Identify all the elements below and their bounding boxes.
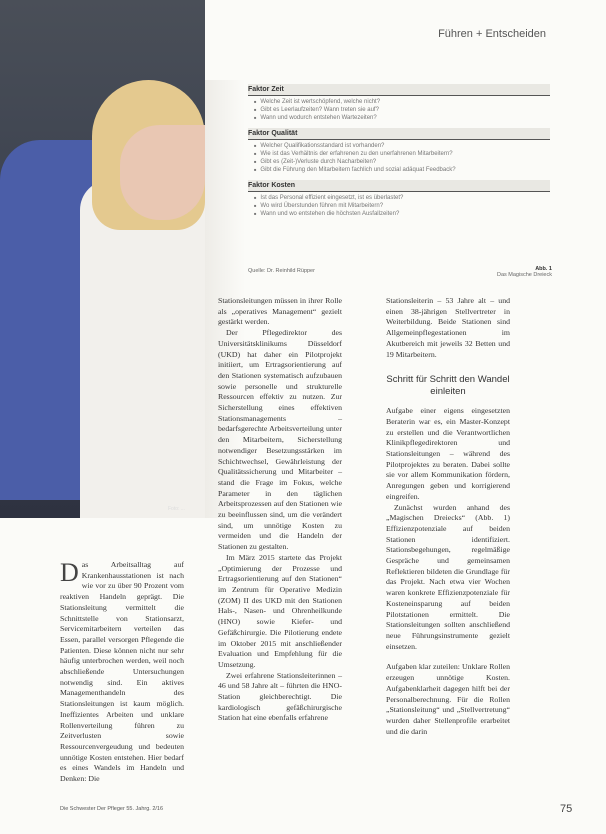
- factor-time: [248, 84, 550, 122]
- factor-box: [248, 84, 550, 224]
- factor-item: ■ Wann und wo entstehen die höchsten Ausfallzeiten?: [254, 210, 550, 218]
- paragraph: Stationsleitungen müssen in ihrer Rolle als „operatives Management“ gezielt gestärkt werden.: [218, 296, 342, 327]
- nurse-face: [120, 125, 205, 220]
- factor-item: ■ Wann und wodurch entstehen Wartezeiten?: [254, 114, 550, 122]
- factor-item: ■ Welcher Qualifikationsstandard ist vorhanden?: [254, 142, 550, 150]
- factor-costs: [248, 180, 550, 218]
- journal-footer: Die Schwester Der Pfleger 55. Jahrg. 2/16: [60, 806, 164, 812]
- article-column-3: [386, 296, 510, 737]
- figure-label: Abb. 1: [535, 266, 552, 272]
- factor-item: ■ Ist das Personal effizient eingesetzt, ist es überlastet?: [254, 194, 550, 202]
- paragraph: Aufgabe einer eigens eingesetzten Beraterin war es, ein Master-Konzept zu erstellen und die Verantwortlichen Klinikpflegedirektoren und Stationsleitungen – während des Pilotprojektes zu beraten. Dabei sollte sie vor allem Kommunikation fördern, Anregungen geben und korrigierend eingreifen.: [386, 406, 510, 501]
- figure-caption-text: Das Magische Dreieck: [496, 272, 552, 278]
- paragraph: Stationsleiterin – 53 Jahre alt – und einen 38-jährigen Stellvertreter in Weiterbildung. Beide Stationen sind Allgemeinpflegestationen im Akutbereich mit jeweils 32 Betten und 19 Mitarbeitern.: [386, 296, 510, 359]
- nurses-photo: [0, 0, 205, 518]
- page-number: 75: [560, 803, 573, 815]
- factor-item: ■ Wie ist das Verhältnis der erfahrenen zu den unerfahrenen Mitarbeitern?: [254, 150, 550, 158]
- factor-quality: [248, 128, 550, 174]
- paragraph: Zwei erfahrene Stationsleiterinnen – 46 und 58 Jahre alt – führten die HNO-Station gleichberechtigt. Die kardiologisch gefäßchirurgische Station hat eine ebenfalls erfahrene: [218, 670, 342, 723]
- factor-item: ■ Welche Zeit ist wertschöpfend, welche nicht?: [254, 98, 550, 106]
- paragraph: Im März 2015 startete das Projekt „Optimierung der Prozesse und Ertragsorientierung auf den Stationen“ im Zentrum für Operative Medizin (ZOM) II des UKD mit den Stationen Hals-, Nasen- und Ohrenheilkunde (HNO) sowie Kiefer- und Gefäßchirurgie. Die Pilotierung endete im Oktober 2015 mit anschließender Evaluation und Empfehlung für die Umsetzung.: [218, 552, 342, 669]
- paragraph: as Arbeitsalltag auf Krankenhausstationen ist nach wie vor zu über 90 Prozent vom reaktiven Handeln geprägt. Die Stationsleitung vermittelt die Schnittstelle von Stationsarzt, Servicemitarbeitern verteilen das Essen, parallel versorgen Pflegende die Patienten. Diese können nicht nur sehr häufig unterbrochen werden, weil noch abschließende Untersuchungen notwendig sind. Ein aktives Managementhandeln des Stationsleitungen ist kaum möglich. Ineffizientes Arbeiten und unklare Rollenverteilung führen zu Zeitverlusten sowie Ressourcenvergeudung und bedeuten unnötige Kosten entstehen. Hier bedarf es eines Wandels im Handeln und Denken: Die: [60, 560, 184, 784]
- factor-item: ■ Gibt die Führung den Mitarbeitern fachlich und sozial adäquat Feedback?: [254, 166, 550, 174]
- factor-item: ■ Gibt es Leerlaufzeiten? Wann treten sie auf?: [254, 106, 550, 114]
- section-title: Führen + Entscheiden: [438, 28, 546, 40]
- drop-cap: D: [60, 558, 79, 587]
- factor-item: ■ Wo wird Überstunden führen mit Mitarbeitern?: [254, 202, 550, 210]
- figure-caption: [497, 266, 552, 278]
- article-column-1: [60, 560, 184, 785]
- factor-title: Faktor Kosten: [248, 180, 550, 192]
- figure-source: Quelle: Dr. Reinhild Rüpper: [248, 268, 315, 274]
- article-column-2: [218, 296, 342, 724]
- factor-title: Faktor Zeit: [248, 84, 550, 96]
- white-coat-figure: [80, 180, 205, 518]
- subheading: Schritt für Schritt den Wandel einleiten: [386, 374, 510, 398]
- paragraph: Aufgaben klar zuteilen: Unklare Rollen erzeugen unnötige Kosten. Aufgabenklarheit dagegen hilft bei der Personalberechnung. Für die Rollen „Stationsleitung“ und „Stellvertretung“ wurden daher Stellenprofile erarbeitet und die darin: [386, 662, 510, 736]
- paragraph: Zunächst wurden anhand des „Magischen Dreiecks“ (Abb. 1) Effizienzpotenziale auf beiden Stationen identifiziert. Stationsbegehungen, regelmäßige Gespräche und gemeinsamen Reflektieren bildeten die Grundlage für das Projekt. Nach etwa vier Wochen waren konkrete Effizienzpotenziale für Kosteneinsparung auf beiden Pilotstationen ermittelt. Die Stationsleitungen sollten anschließend neue Führungsinstrumente gezielt einsetzen.: [386, 502, 510, 651]
- photo-credit: Foto: ...: [168, 506, 185, 512]
- paragraph: Der Pflegedirektor des Universitätsklinikums Düsseldorf (UKD) hat daher ein Pilotprojekt initiiert, um Ertragsorientierung auf den Stationen systematisch aufzubauen sowie personelle und strukturelle Ressourcen effektiv zu nutzen. Zur Sicherstellung eines effektiven Stationsmanagements – bedarfsgerechte Arbeitsverteilung unter den Mitarbeitern, Sicherstellung notwendiger Besetzungsstärken im Schichtwechsel, Gewährleistung der Qualitätssicherung und Mitarbeiter – stand die Frage im Fokus, welche Parameter in den täglichen Arbeitsprozessen auf den Stationen wie zu beeinflussen sind, um die verändert sind, um unnötige Kosten zu vermeiden und die Handeln der Stationen zu gestalten.: [218, 328, 342, 552]
- factor-title: Faktor Qualität: [248, 128, 550, 140]
- factor-item: ■ Gibt es (Zeit-)Verluste durch Nacharbeiten?: [254, 158, 550, 166]
